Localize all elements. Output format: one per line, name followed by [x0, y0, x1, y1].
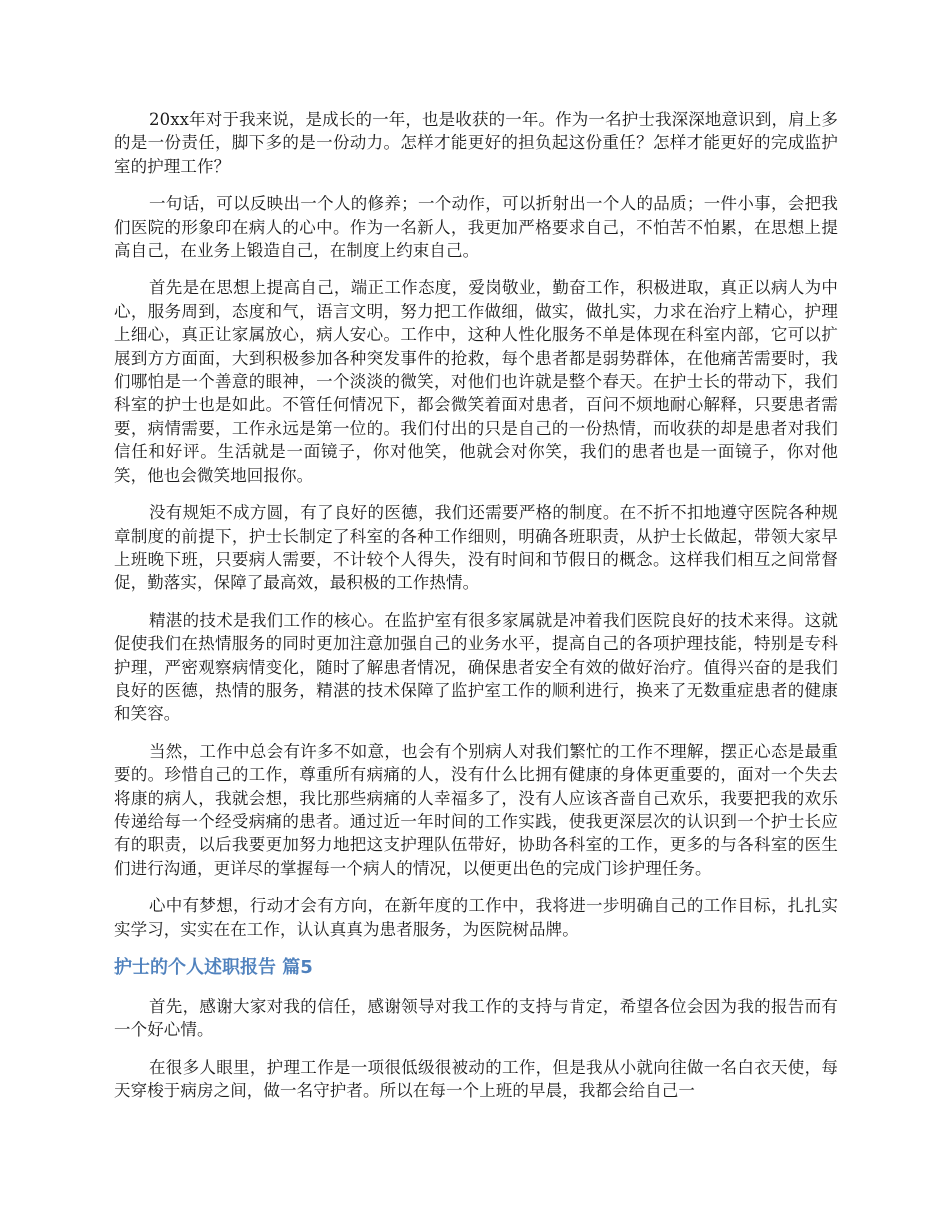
paragraph-7: 心中有梦想，行动才会有方向，在新年度的工作中，我将进一步明确自己的工作目标，扎扎实实学习，实实在在工作，认认真真为患者服务，为医院树品牌。 [114, 896, 838, 939]
section-heading: 护士的个人述职报告 篇5 [114, 957, 313, 978]
paragraph-3: 首先是在思想上提高自己，端正工作态度，爱岗敬业，勤奋工作，积极进取，真正以病人为中心，服务周到，态度和气，语言文明，努力把工作做细，做实，做扎实，力求在治疗上精心，护理上细心，真正让家属放心，病人安心。工作中，这种人性化服务不单是体现在科室内部，它可以扩展到方方面面，大到积极参加各种突发事件的抢救，每个患者都是弱势群体，在他痛苦需要时，我们哪怕是一个善意的眼神，一个淡淡的微笑，对他们也许就是整个春天。在护士长的带动下，我们科室的护士也是如此。不管任何情况下，都会微笑着面对患者，百问不烦地耐心解释，只要患者需要，病情需要，工作永远是第一位的。我们付出的只是自己的一份热情，而收获的却是患者对我们信任和好评。生活就是一面镜子，你对他笑，他就会对你笑，我们的患者也是一面镜子，你对他笑，他也会微笑地回报你。 [114, 278, 838, 485]
paragraph-2: 一句话，可以反映出一个人的修养；一个动作，可以折射出一个人的品质；一件小事，会把我们医院的形象印在病人的心中。作为一名新人，我更加严格要求自己，不怕苦不怕累，在思想上提高自己，在业务上锻造自己，在制度上约束自己。 [114, 194, 838, 261]
paragraph-5: 精湛的技术是我们工作的核心。在监护室有很多家属就是冲着我们医院良好的技术来得。这就促使我们在热情服务的同时更加注意加强自己的业务水平，提高自己的各项护理技能，特别是专科护理，严密观察病情变化，随时了解患者情况，确保患者安全有效的做好治疗。值得兴奋的是我们良好的医德，热情的服务，精湛的技术保障了监护室工作的顺利进行，换来了无数重症患者的健康和笑容。 [114, 610, 838, 724]
paragraph-4: 没有规矩不成方圆，有了良好的医德，我们还需要严格的制度。在不折不扣地遵守医院各种规章制度的前提下，护士长制定了科室的各种工作细则，明确各班职责，从护士长做起，带领大家早上班晚下班，只要病人需要，不计较个人得失，没有时间和节假日的概念。这样我们相互之间常督促，勤落实，保障了最高效，最积极的工作热情。 [114, 503, 838, 593]
document-page [114, 108, 838, 1117]
paragraph-6: 当然，工作中总会有许多不如意，也会有个别病人对我们繁忙的工作不理解，摆正心态是最重要的。珍惜自己的工作，尊重所有病痛的人，没有什么比拥有健康的身体更重要的，面对一个失去将康的病人，我就会想，我比那些病痛的人幸福多了，没有人应该吝啬自己欢乐，我要把我的欢乐传递给每一个经受病痛的患者。通过近一年时间的工作实践，使我更深层次的认识到一个护士长应有的职责，以后我要更加努力地把这支护理队伍带好，协助各科室的工作，更多的与各科室的医生们进行沟通，更详尽的掌握每一个病人的情况，以便更出色的完成门诊护理任务。 [114, 741, 838, 878]
paragraph-1: 20xx年对于我来说，是成长的一年，也是收获的一年。作为一名护士我深深地意识到，肩上多的是一份责任，脚下多的是一份动力。怎样才能更好的担负起这份重任？怎样才能更好的完成监护室的护理工作？ [114, 110, 838, 176]
paragraph-8: 首先，感谢大家对我的信任，感谢领导对我工作的支持与肯定，希望各位会因为我的报告而有一个好心情。 [114, 997, 838, 1040]
paragraph-9: 在很多人眼里，护理工作是一项很低级很被动的工作，但是我从小就向往做一名白衣天使，每天穿梭于病房之间，做一名守护者。所以在每一个上班的早晨，我都会给自己一 [114, 1057, 838, 1101]
